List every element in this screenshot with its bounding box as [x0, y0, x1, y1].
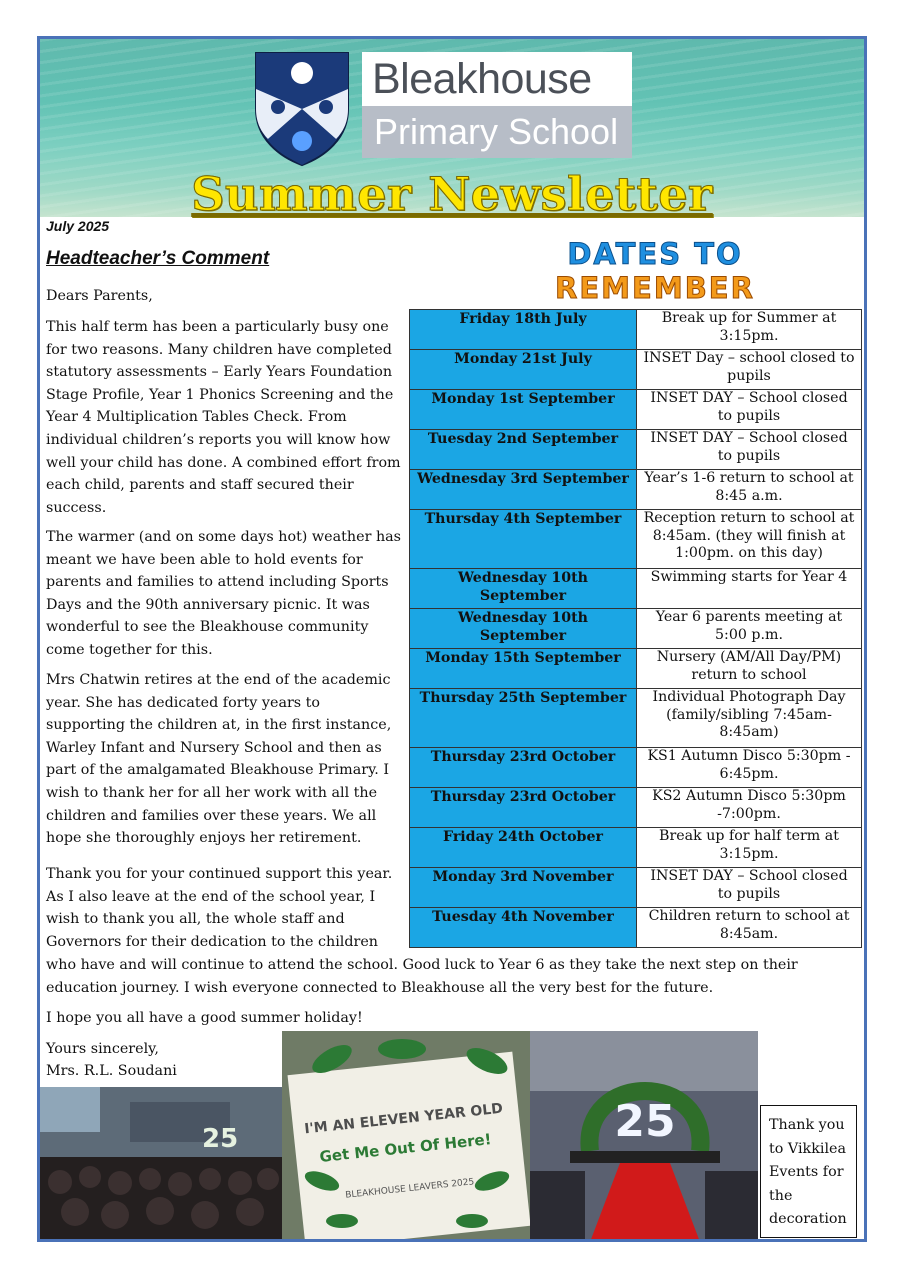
date-cell: Wednesday 10th September [410, 569, 637, 609]
newsletter-title: Summer Newsletter [191, 167, 713, 221]
paragraph-3: Mrs Chatwin retires at the end of the academic year. She has dedicated forty years to supporting the children at, in the first instance, Warley Infant and Nursery School and then as part of the amalgamated Bleakhouse Primary. I wish to thank her for all her work with all the children and families over these years. We all hope she thoroughly enjoys her retirement. [46, 672, 392, 847]
date-cell: Monday 21st July [410, 350, 637, 390]
date-row [410, 350, 862, 390]
sign-line1: I'M AN ELEVEN YEAR OLD [303, 1100, 504, 1138]
issue-date: July 2025 [46, 218, 110, 234]
paragraph-1: This half term has been a particularly busy one for two reasons. Many children have completed statutory assessments – Early Years Foundation Stage Profile, Year 1 Phonics Screening and the Year 4 Multiplication Tables Check. From individual children’s reports you will know how well your child has done. A combined effort from each child, parents and staff secured their success. [46, 319, 401, 516]
paragraph-4a: Thank you for your continued support this year. As I also leave at the end of the school year, I wish to thank you all, the whole staff and Governors for their dedication to the children [46, 866, 393, 950]
dates-heading-line2: REMEMBER [555, 271, 755, 304]
date-cell: Monday 3rd November [410, 868, 637, 908]
event-cell: INSET Day – school closed to pupils [637, 350, 862, 390]
date-cell: Tuesday 4th November [410, 908, 637, 948]
date-row [410, 828, 862, 868]
event-cell: INSET DAY – School closed to pupils [637, 868, 862, 908]
date-cell: Thursday 4th September [410, 510, 637, 569]
photo-leavers-sign [282, 1031, 530, 1242]
photo-stage-balloons [530, 1031, 758, 1242]
date-cell: Friday 24th October [410, 828, 637, 868]
date-cell: Tuesday 2nd September [410, 430, 637, 470]
date-row [410, 390, 862, 430]
paragraph-4b: who have and will continue to attend the school. Good luck to Year 6 as they take the next step on their education journey. I wish everyone connected to Bleakhouse all the very best for the future. [46, 957, 798, 996]
signoff: Yours sincerely, [46, 1041, 159, 1057]
sea-banner [40, 39, 864, 221]
date-cell: Thursday 23rd October [410, 748, 637, 788]
event-cell: Children return to school at 8:45am. [637, 908, 862, 948]
date-cell: Wednesday 10th September [410, 609, 637, 649]
event-cell: Break up for half term at 3:15pm. [637, 828, 862, 868]
date-row [410, 310, 862, 350]
event-cell: Break up for Summer at 3:15pm. [637, 310, 862, 350]
date-row [410, 649, 862, 689]
event-cell: Reception return to school at 8:45am. (they will finish at 1:00pm. on this day) [637, 510, 862, 569]
headteacher-heading: Headteacher’s Comment [46, 248, 270, 269]
sign-line3: BLEAKHOUSE LEAVERS 2025 [344, 1177, 475, 1201]
sign-line2: Get Me Out Of Here! [318, 1130, 493, 1167]
event-cell: Year 6 parents meeting at 5:00 p.m. [637, 609, 862, 649]
event-cell: KS1 Autumn Disco 5:30pm - 6:45pm. [637, 748, 862, 788]
newsletter-page [37, 36, 867, 1242]
date-cell: Friday 18th July [410, 310, 637, 350]
date-cell: Thursday 25th September [410, 689, 637, 748]
photo-hall-audience [40, 1087, 282, 1242]
paragraph-5: I hope you all have a good summer holiday! [46, 1010, 363, 1026]
date-row [410, 788, 862, 828]
date-row [410, 430, 862, 470]
event-cell: Swimming starts for Year 4 [637, 569, 862, 609]
event-cell: KS2 Autumn Disco 5:30pm -7:00pm. [637, 788, 862, 828]
dates-to-remember-heading [540, 234, 770, 304]
date-cell: Thursday 23rd October [410, 788, 637, 828]
photo-balloon-number-small: 25 [202, 1124, 239, 1154]
date-row [410, 908, 862, 948]
date-cell: Monday 15th September [410, 649, 637, 689]
date-row [410, 868, 862, 908]
decoration-thanks-caption: Thank you to Vikkilea Events for the decoration [760, 1105, 857, 1238]
event-cell: Year’s 1-6 return to school at 8:45 a.m. [637, 470, 862, 510]
school-crest-icon [252, 49, 352, 167]
date-row [410, 609, 862, 649]
signature: Mrs. R.L. Soudani [46, 1063, 177, 1079]
date-row [410, 748, 862, 788]
date-row [410, 569, 862, 609]
event-cell: Nursery (AM/All Day/PM) return to school [637, 649, 862, 689]
date-cell: Monday 1st September [410, 390, 637, 430]
logo-line1: Bleakhouse [362, 52, 632, 106]
greeting: Dears Parents, [46, 288, 153, 304]
event-cell: Individual Photograph Day (family/sibling 7:45am-8:45am) [637, 689, 862, 748]
photo-balloon-number: 25 [614, 1096, 676, 1147]
event-cell: INSET DAY – School closed to pupils [637, 390, 862, 430]
event-cell: INSET DAY – School closed to pupils [637, 430, 862, 470]
date-row [410, 689, 862, 748]
paragraph-2: The warmer (and on some days hot) weather has meant we have been able to hold events for parents and families to attend including Sports Days and the 90th anniversary picnic. It was wonderful to see the Bleakhouse community come together for this. [46, 529, 402, 658]
dates-heading-line1: DATES TO [567, 237, 743, 271]
date-cell: Wednesday 3rd September [410, 470, 637, 510]
school-logo [362, 52, 632, 158]
date-row [410, 470, 862, 510]
logo-line2: Primary School [362, 106, 632, 158]
date-row [410, 510, 862, 569]
dates-table [409, 309, 862, 948]
